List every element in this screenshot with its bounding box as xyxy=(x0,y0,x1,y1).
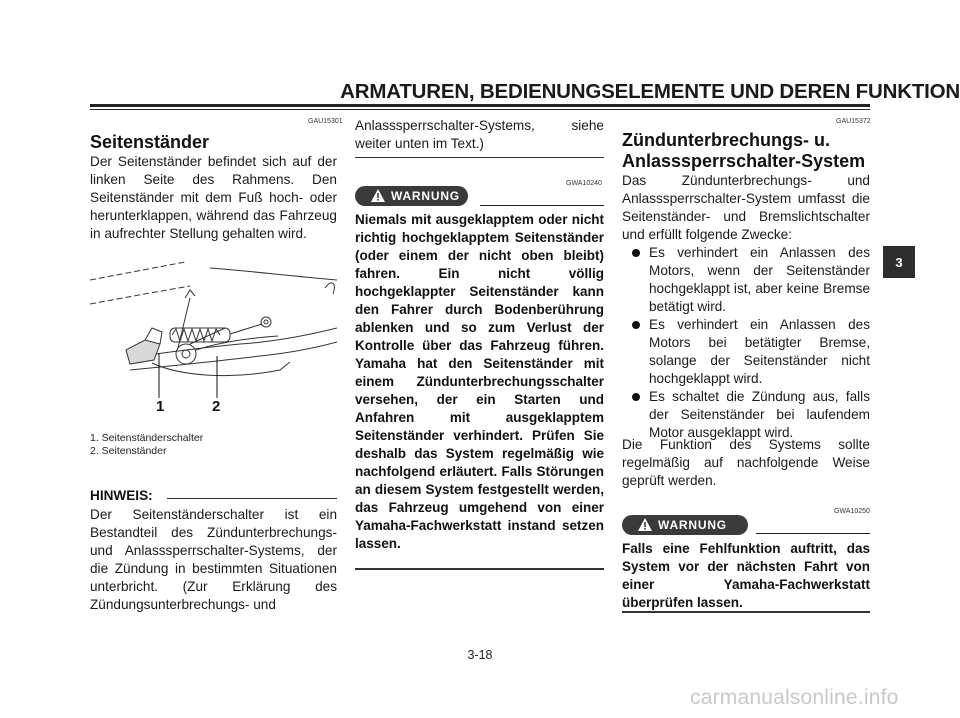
warning-header-rule xyxy=(480,205,604,206)
warning-triangle-icon xyxy=(371,189,385,202)
note-label: HINWEIS: xyxy=(90,488,153,503)
bullet-icon xyxy=(632,249,640,257)
figure-caption-2: 2. Seitenständer xyxy=(90,445,167,457)
list-item xyxy=(622,244,870,316)
section-code: GAU15372 xyxy=(836,118,871,125)
section-code: GAU15301 xyxy=(308,118,343,125)
warning-end-rule xyxy=(622,611,870,613)
list-item-text: Es verhindert ein Anlassen des Motors bei betätigter Bremse, solange der Seitenständer nicht hochgeklappt wird. xyxy=(649,317,870,386)
section-divider xyxy=(355,157,604,158)
callout-label-1: 1 xyxy=(156,398,165,415)
warning-code: GWA10250 xyxy=(834,508,870,515)
section-paragraph: Der Seitenständer befindet sich auf der linken Seite des Rahmens. Den Seitenständer mit dem Fuß hoch- oder herunterklappen, während das Fahrzeug in aufrechter Stellung gehalten wird. xyxy=(90,154,337,241)
callout-label-2: 2 xyxy=(212,398,221,415)
warning-badge xyxy=(622,515,748,535)
section-heading: Zündunterbrechungs- u. Anlasssperrschalter-System xyxy=(622,130,866,171)
warning-label: WARNUNG xyxy=(391,189,460,203)
warning-header-rule xyxy=(756,533,870,534)
warning-label: WARNUNG xyxy=(658,518,727,532)
note-rule xyxy=(167,498,337,499)
section-outro: Die Funktion des Systems sollte regelmäßig auf nachfolgende Weise geprüft werden. xyxy=(622,437,870,488)
section-heading: Seitenständer xyxy=(90,132,210,152)
continuation-text: Anlasssperrschalter-Systems, siehe weiter unten im Text.) xyxy=(355,118,604,151)
bullet-icon xyxy=(632,393,640,401)
list-item-text: Es schaltet die Zündung aus, falls der Seitenständer bei laufendem Motor ausgeklappt wird. xyxy=(649,389,870,440)
bullet-icon xyxy=(632,321,640,329)
warning-triangle-icon xyxy=(638,518,652,531)
warning-text: Falls eine Fehlfunktion auftritt, das System vor der nächsten Fahrt von einer Yamaha-Fachwerkstatt überprüfen lassen. xyxy=(622,541,870,610)
chapter-tab: 3 xyxy=(883,246,915,278)
list-item xyxy=(622,388,870,442)
sidestand-figure xyxy=(90,258,337,428)
warning-code: GWA10240 xyxy=(566,180,602,187)
bullet-list xyxy=(622,244,870,442)
note-text: Der Seitenständerschalter ist ein Bestandteil des Zündunterbrechungs- und Anlasssperrschalter-Systems, der die Zündung in bestimmten Situationen unterbricht. (Zur Erklärung des Zündungsunterbrechungs- und xyxy=(90,507,337,612)
warning-text: Niemals mit ausgeklapptem oder nicht richtig hochgeklapptem Seitenständer (oder einem der nicht oben bleibt) fahren. Ein nicht völlig hochgeklappter Seitenständer kann den Fahrer durch Bodenberührung ablenken und so zum Verlust der Kontrolle über das Fahrzeug führen. Yamaha hat den Seitenständer mit einem Zündunterbrechungsschalter versehen, der ein Starten und Anfahren mit ausgeklapptem Seitenständer verhindert. Prüfen Sie deshalb das System regelmäßig wie nachfolgend erläutert. Falls Störungen an diesem System festgestellt werden, das Fahrzeug umgehend von einer Yamaha-Fachwerkstatt instand setzen lassen. xyxy=(355,212,604,551)
page-header-title: ARMATUREN, BEDIENUNGSELEMENTE UND DEREN FUNKTION xyxy=(340,80,960,103)
header-rule-thin xyxy=(90,109,870,110)
figure-caption-1: 1. Seitenständerschalter xyxy=(90,432,204,444)
section-intro: Das Zündunterbrechungs- und Anlasssperrschalter-System umfasst die Seitenständer- und Bremslichtschalter und erfüllt folgende Zwecke: xyxy=(622,173,870,242)
page-number: 3-18 xyxy=(467,648,493,662)
list-item xyxy=(622,316,870,388)
list-item-text: Es verhindert ein Anlassen des Motors, wenn der Seitenständer hochgeklappt ist, aber keine Bremse betätigt wird. xyxy=(649,245,870,314)
warning-badge xyxy=(355,186,468,206)
warning-end-rule xyxy=(355,568,604,570)
header-rule-thick xyxy=(90,104,870,107)
watermark: carmanualsonline.info xyxy=(690,686,899,709)
